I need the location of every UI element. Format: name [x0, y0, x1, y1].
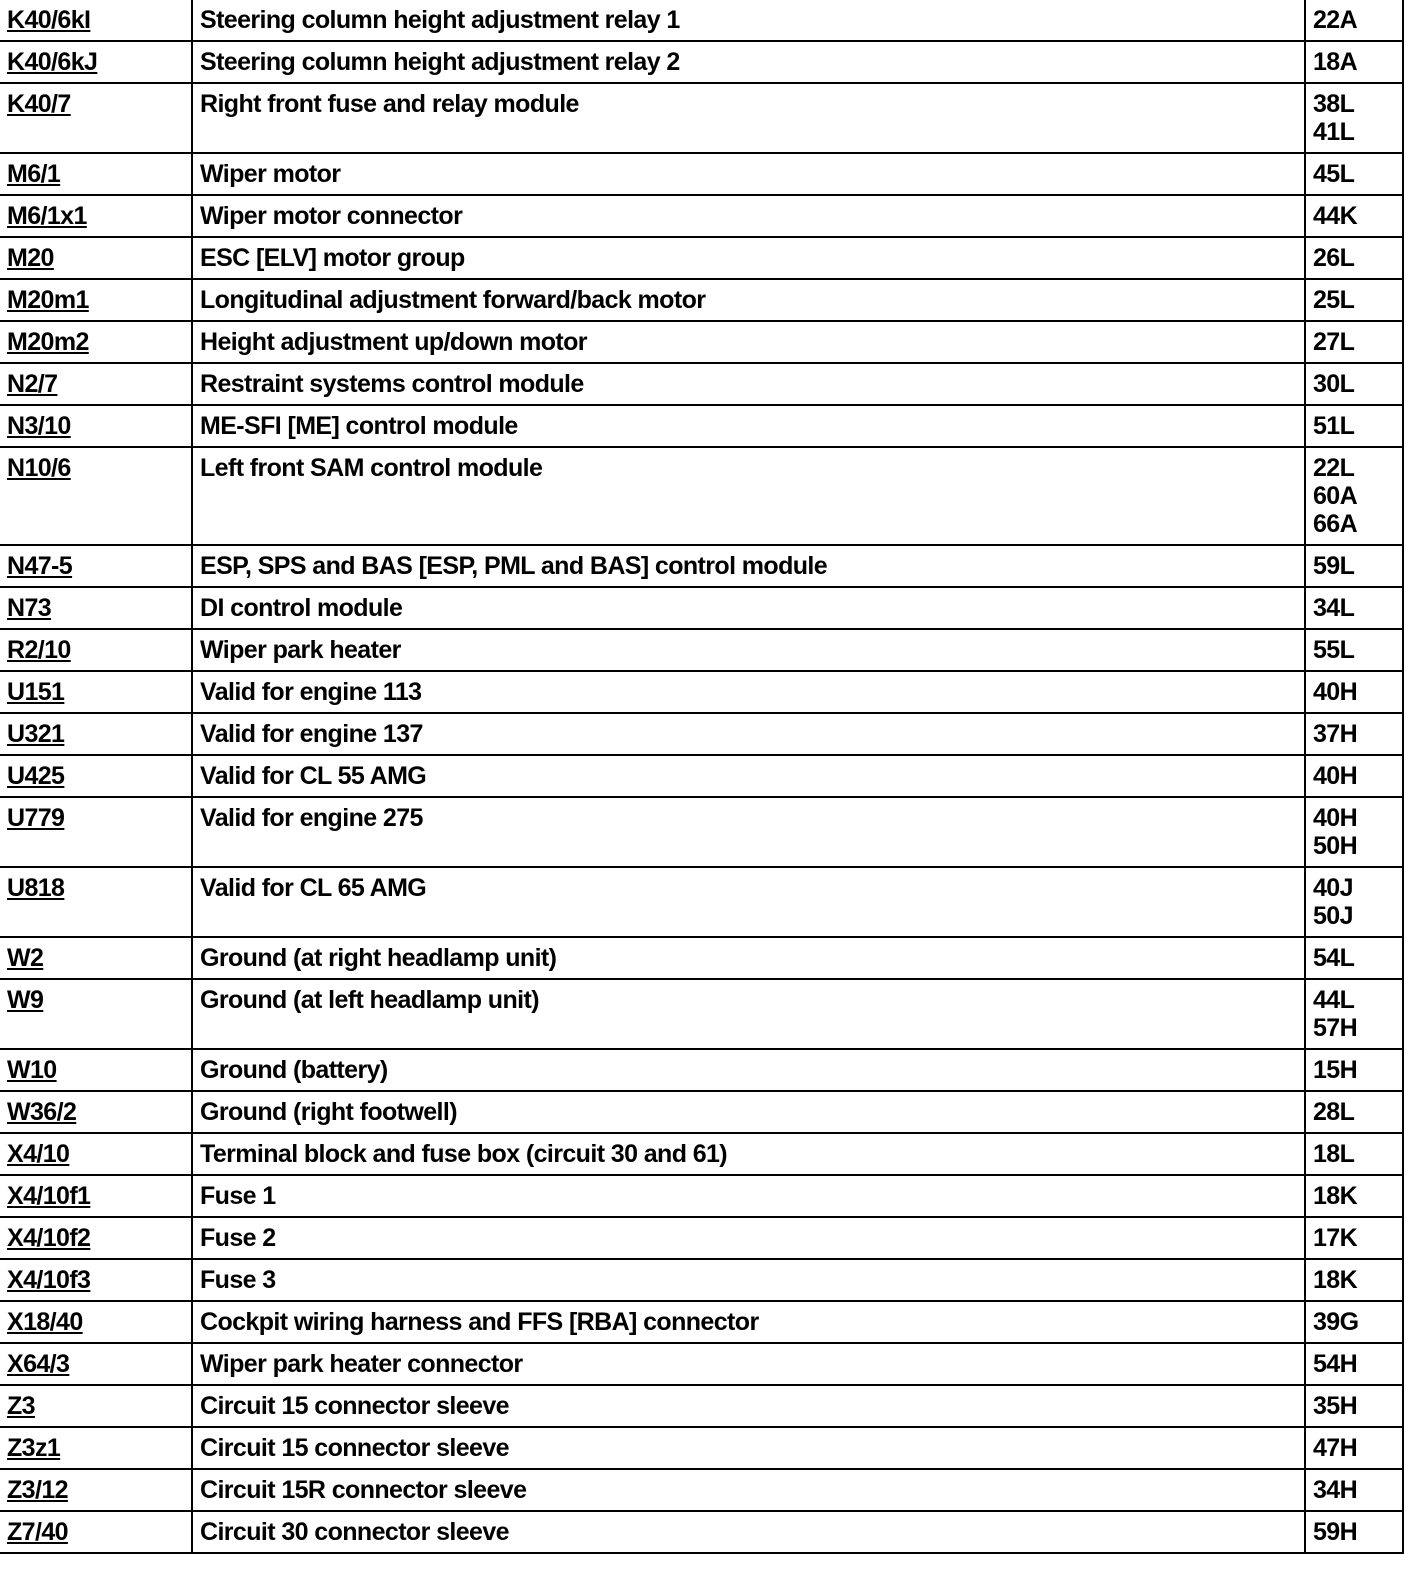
- grid-location: 35H: [1313, 1392, 1358, 1420]
- grid-location: 18K: [1313, 1266, 1358, 1294]
- grid-location-cell: [1305, 153, 1403, 195]
- table-row: [0, 755, 1403, 797]
- table-row: [0, 279, 1403, 321]
- grid-location: 40H: [1313, 804, 1358, 832]
- grid-location-cell: [1305, 867, 1403, 937]
- table-row: [0, 797, 1403, 867]
- grid-location-cell: [1305, 1301, 1403, 1343]
- component-code-cell: [0, 1091, 192, 1133]
- grid-location: 59L: [1313, 552, 1355, 580]
- component-code-cell: [0, 979, 192, 1049]
- component-code-cell: [0, 1259, 192, 1301]
- component-code-cell: [0, 755, 192, 797]
- table-row: [0, 1049, 1403, 1091]
- table-row: [0, 979, 1403, 1049]
- component-description-cell: Valid for engine 113: [192, 671, 1305, 713]
- grid-location-cell: [1305, 1049, 1403, 1091]
- table-row: [0, 1427, 1403, 1469]
- grid-location: 40J: [1313, 874, 1353, 902]
- component-code-cell: [0, 83, 192, 153]
- component-code-link[interactable]: M6/1: [7, 160, 61, 188]
- component-description-cell: Valid for CL 65 AMG: [192, 867, 1305, 937]
- grid-location-cell: [1305, 363, 1403, 405]
- grid-location-cell: [1305, 195, 1403, 237]
- component-description-cell: Wiper motor: [192, 153, 1305, 195]
- component-code-cell: [0, 587, 192, 629]
- grid-location-cell: [1305, 629, 1403, 671]
- grid-location-cell: [1305, 237, 1403, 279]
- component-description-cell: Valid for engine 137: [192, 713, 1305, 755]
- component-code-cell: [0, 153, 192, 195]
- grid-location-cell: [1305, 447, 1403, 545]
- component-code-cell: [0, 671, 192, 713]
- grid-location-cell: [1305, 0, 1403, 41]
- table-row: [0, 1217, 1403, 1259]
- component-code-link[interactable]: X64/3: [7, 1350, 70, 1378]
- component-code-cell: [0, 1511, 192, 1553]
- table-row: [0, 321, 1403, 363]
- grid-location: 22L: [1313, 454, 1355, 482]
- grid-location-cell: [1305, 1511, 1403, 1553]
- component-code-link[interactable]: N73: [7, 594, 52, 622]
- component-code-cell: [0, 321, 192, 363]
- component-code-cell: [0, 1469, 192, 1511]
- component-code-cell: [0, 1427, 192, 1469]
- component-description-cell: Steering column height adjustment relay 2: [192, 41, 1305, 83]
- component-code-link[interactable]: W10: [7, 1056, 57, 1084]
- component-code-link[interactable]: N3/10: [7, 412, 71, 440]
- table-row: [0, 41, 1403, 83]
- grid-location-cell: [1305, 1343, 1403, 1385]
- grid-location: 25L: [1313, 286, 1355, 314]
- grid-location: 44L: [1313, 986, 1355, 1014]
- table-row: [0, 237, 1403, 279]
- component-code-link[interactable]: M20m2: [7, 328, 89, 356]
- grid-location: 50J: [1313, 902, 1353, 930]
- grid-location: 54H: [1313, 1350, 1358, 1378]
- component-code-cell: [0, 1301, 192, 1343]
- grid-location-cell: [1305, 1427, 1403, 1469]
- grid-location: 22A: [1313, 6, 1358, 34]
- table-row: [0, 1091, 1403, 1133]
- component-code-link[interactable]: Z3: [7, 1392, 35, 1420]
- table-row: [0, 1133, 1403, 1175]
- component-code-link[interactable]: W36/2: [7, 1098, 77, 1126]
- grid-location-cell: [1305, 1091, 1403, 1133]
- table-row: [0, 153, 1403, 195]
- grid-location: 40H: [1313, 678, 1358, 706]
- grid-location: 18A: [1313, 48, 1358, 76]
- component-code-link[interactable]: R2/10: [7, 636, 71, 664]
- component-code-cell: [0, 195, 192, 237]
- grid-location: 57H: [1313, 1014, 1358, 1042]
- grid-location: 34H: [1313, 1476, 1358, 1504]
- grid-location-cell: [1305, 587, 1403, 629]
- grid-location: 26L: [1313, 244, 1355, 272]
- grid-location: 54L: [1313, 944, 1355, 972]
- table-row: [0, 629, 1403, 671]
- grid-location: 50H: [1313, 832, 1358, 860]
- component-code-cell: [0, 629, 192, 671]
- component-description-cell: Right front fuse and relay module: [192, 83, 1305, 153]
- grid-location: 37H: [1313, 720, 1358, 748]
- grid-location-cell: [1305, 83, 1403, 153]
- component-description-cell: Wiper park heater: [192, 629, 1305, 671]
- component-description-cell: Terminal block and fuse box (circuit 30 and 61): [192, 1133, 1305, 1175]
- component-code-cell: [0, 405, 192, 447]
- component-description-cell: Left front SAM control module: [192, 447, 1305, 545]
- grid-location-cell: [1305, 1133, 1403, 1175]
- component-code-cell: [0, 279, 192, 321]
- table-row: [0, 1511, 1403, 1553]
- grid-location-cell: [1305, 1469, 1403, 1511]
- grid-location-cell: [1305, 671, 1403, 713]
- grid-location: 55L: [1313, 636, 1355, 664]
- component-code-cell: [0, 797, 192, 867]
- component-description-cell: Height adjustment up/down motor: [192, 321, 1305, 363]
- table-row: [0, 447, 1403, 545]
- grid-location: 28L: [1313, 1098, 1355, 1126]
- component-description-cell: Circuit 15R connector sleeve: [192, 1469, 1305, 1511]
- table-row: [0, 587, 1403, 629]
- component-code-link[interactable]: M20m1: [7, 286, 89, 314]
- component-code-cell: [0, 1385, 192, 1427]
- grid-location: 34L: [1313, 594, 1355, 622]
- component-description-cell: Wiper motor connector: [192, 195, 1305, 237]
- component-description-cell: Longitudinal adjustment forward/back motor: [192, 279, 1305, 321]
- component-description-cell: Valid for CL 55 AMG: [192, 755, 1305, 797]
- component-description-cell: Ground (at left headlamp unit): [192, 979, 1305, 1049]
- component-description-cell: Fuse 2: [192, 1217, 1305, 1259]
- component-code-cell: [0, 1217, 192, 1259]
- component-code-link[interactable]: U779: [7, 804, 65, 832]
- grid-location: 30L: [1313, 370, 1355, 398]
- component-code-link[interactable]: X4/10: [7, 1140, 70, 1168]
- grid-location-cell: [1305, 545, 1403, 587]
- component-code-cell: [0, 0, 192, 41]
- component-code-cell: [0, 1133, 192, 1175]
- grid-location-cell: [1305, 321, 1403, 363]
- table-row: [0, 713, 1403, 755]
- component-code-link[interactable]: Z3/12: [7, 1476, 68, 1504]
- component-description-cell: Fuse 3: [192, 1259, 1305, 1301]
- component-code-link[interactable]: N2/7: [7, 370, 58, 398]
- table-row: [0, 405, 1403, 447]
- component-code-link[interactable]: U321: [7, 720, 65, 748]
- grid-location-cell: [1305, 755, 1403, 797]
- component-code-link[interactable]: X18/40: [7, 1308, 83, 1336]
- table-row: [0, 867, 1403, 937]
- grid-location-cell: [1305, 1217, 1403, 1259]
- grid-location: 60A: [1313, 482, 1358, 510]
- grid-location-cell: [1305, 1385, 1403, 1427]
- component-code-link[interactable]: N47-5: [7, 552, 73, 580]
- table-row: [0, 1343, 1403, 1385]
- grid-location: 17K: [1313, 1224, 1358, 1252]
- grid-location: 59H: [1313, 1518, 1358, 1546]
- component-description-cell: Fuse 1: [192, 1175, 1305, 1217]
- component-description-cell: Circuit 15 connector sleeve: [192, 1427, 1305, 1469]
- table-row: [0, 83, 1403, 153]
- component-code-link[interactable]: K40/6kJ: [7, 48, 98, 76]
- component-code-link[interactable]: Z3z1: [7, 1434, 61, 1462]
- component-description-cell: ESC [ELV] motor group: [192, 237, 1305, 279]
- component-code-link[interactable]: W2: [7, 944, 44, 972]
- table-row: [0, 937, 1403, 979]
- grid-location: 18L: [1313, 1140, 1355, 1168]
- grid-location-cell: [1305, 279, 1403, 321]
- grid-location: 45L: [1313, 160, 1355, 188]
- component-code-cell: [0, 1175, 192, 1217]
- component-code-link[interactable]: U425: [7, 762, 65, 790]
- component-description-cell: Wiper park heater connector: [192, 1343, 1305, 1385]
- table-row: [0, 1385, 1403, 1427]
- table-row: [0, 1469, 1403, 1511]
- component-description-cell: Cockpit wiring harness and FFS [RBA] connector: [192, 1301, 1305, 1343]
- table-row: [0, 1175, 1403, 1217]
- component-code-cell: [0, 1343, 192, 1385]
- grid-location: 66A: [1313, 510, 1358, 538]
- component-description-cell: Valid for engine 275: [192, 797, 1305, 867]
- component-code-link[interactable]: K40/6kI: [7, 6, 91, 34]
- component-description-cell: ME-SFI [ME] control module: [192, 405, 1305, 447]
- component-description-cell: Ground (right footwell): [192, 1091, 1305, 1133]
- grid-location: 38L: [1313, 90, 1355, 118]
- component-code-link[interactable]: N10/6: [7, 454, 71, 482]
- component-code-link[interactable]: U818: [7, 874, 65, 902]
- component-code-link[interactable]: U151: [7, 678, 65, 706]
- component-code-link[interactable]: K40/7: [7, 90, 71, 118]
- grid-location-cell: [1305, 1175, 1403, 1217]
- component-code-cell: [0, 545, 192, 587]
- component-code-link[interactable]: X4/10f1: [7, 1182, 91, 1210]
- grid-location: 18K: [1313, 1182, 1358, 1210]
- component-code-cell: [0, 363, 192, 405]
- grid-location: 27L: [1313, 328, 1355, 356]
- component-description-cell: Ground (battery): [192, 1049, 1305, 1091]
- grid-location: 40H: [1313, 762, 1358, 790]
- grid-location-cell: [1305, 979, 1403, 1049]
- grid-location-cell: [1305, 797, 1403, 867]
- table-row: [0, 671, 1403, 713]
- table-row: [0, 1301, 1403, 1343]
- component-code-cell: [0, 447, 192, 545]
- component-code-cell: [0, 937, 192, 979]
- table-row: [0, 545, 1403, 587]
- table-row: [0, 195, 1403, 237]
- component-description-cell: Restraint systems control module: [192, 363, 1305, 405]
- component-code-link[interactable]: M20: [7, 244, 54, 272]
- component-code-cell: [0, 1049, 192, 1091]
- table-row: [0, 363, 1403, 405]
- table-row: [0, 0, 1403, 41]
- component-code-link[interactable]: Z7/40: [7, 1518, 68, 1546]
- grid-location: 39G: [1313, 1308, 1359, 1336]
- grid-location: 15H: [1313, 1056, 1358, 1084]
- grid-location-cell: [1305, 41, 1403, 83]
- grid-location-cell: [1305, 713, 1403, 755]
- grid-location: 44K: [1313, 202, 1358, 230]
- component-description-cell: DI control module: [192, 587, 1305, 629]
- grid-location: 47H: [1313, 1434, 1358, 1462]
- component-description-cell: Ground (at right headlamp unit): [192, 937, 1305, 979]
- component-code-cell: [0, 867, 192, 937]
- component-code-link[interactable]: M6/1x1: [7, 202, 87, 230]
- component-code-cell: [0, 41, 192, 83]
- component-description-cell: Circuit 30 connector sleeve: [192, 1511, 1305, 1553]
- component-code-link[interactable]: X4/10f3: [7, 1266, 91, 1294]
- component-description-cell: Steering column height adjustment relay 1: [192, 0, 1305, 41]
- component-code-cell: [0, 713, 192, 755]
- component-code-link[interactable]: W9: [7, 986, 44, 1014]
- grid-location-cell: [1305, 937, 1403, 979]
- grid-location: 41L: [1313, 118, 1355, 146]
- component-description-cell: Circuit 15 connector sleeve: [192, 1385, 1305, 1427]
- grid-location-cell: [1305, 405, 1403, 447]
- component-description-cell: ESP, SPS and BAS [ESP, PML and BAS] control module: [192, 545, 1305, 587]
- grid-location-cell: [1305, 1259, 1403, 1301]
- component-code-cell: [0, 237, 192, 279]
- grid-location: 51L: [1313, 412, 1355, 440]
- component-code-link[interactable]: X4/10f2: [7, 1224, 91, 1252]
- table-row: [0, 1259, 1403, 1301]
